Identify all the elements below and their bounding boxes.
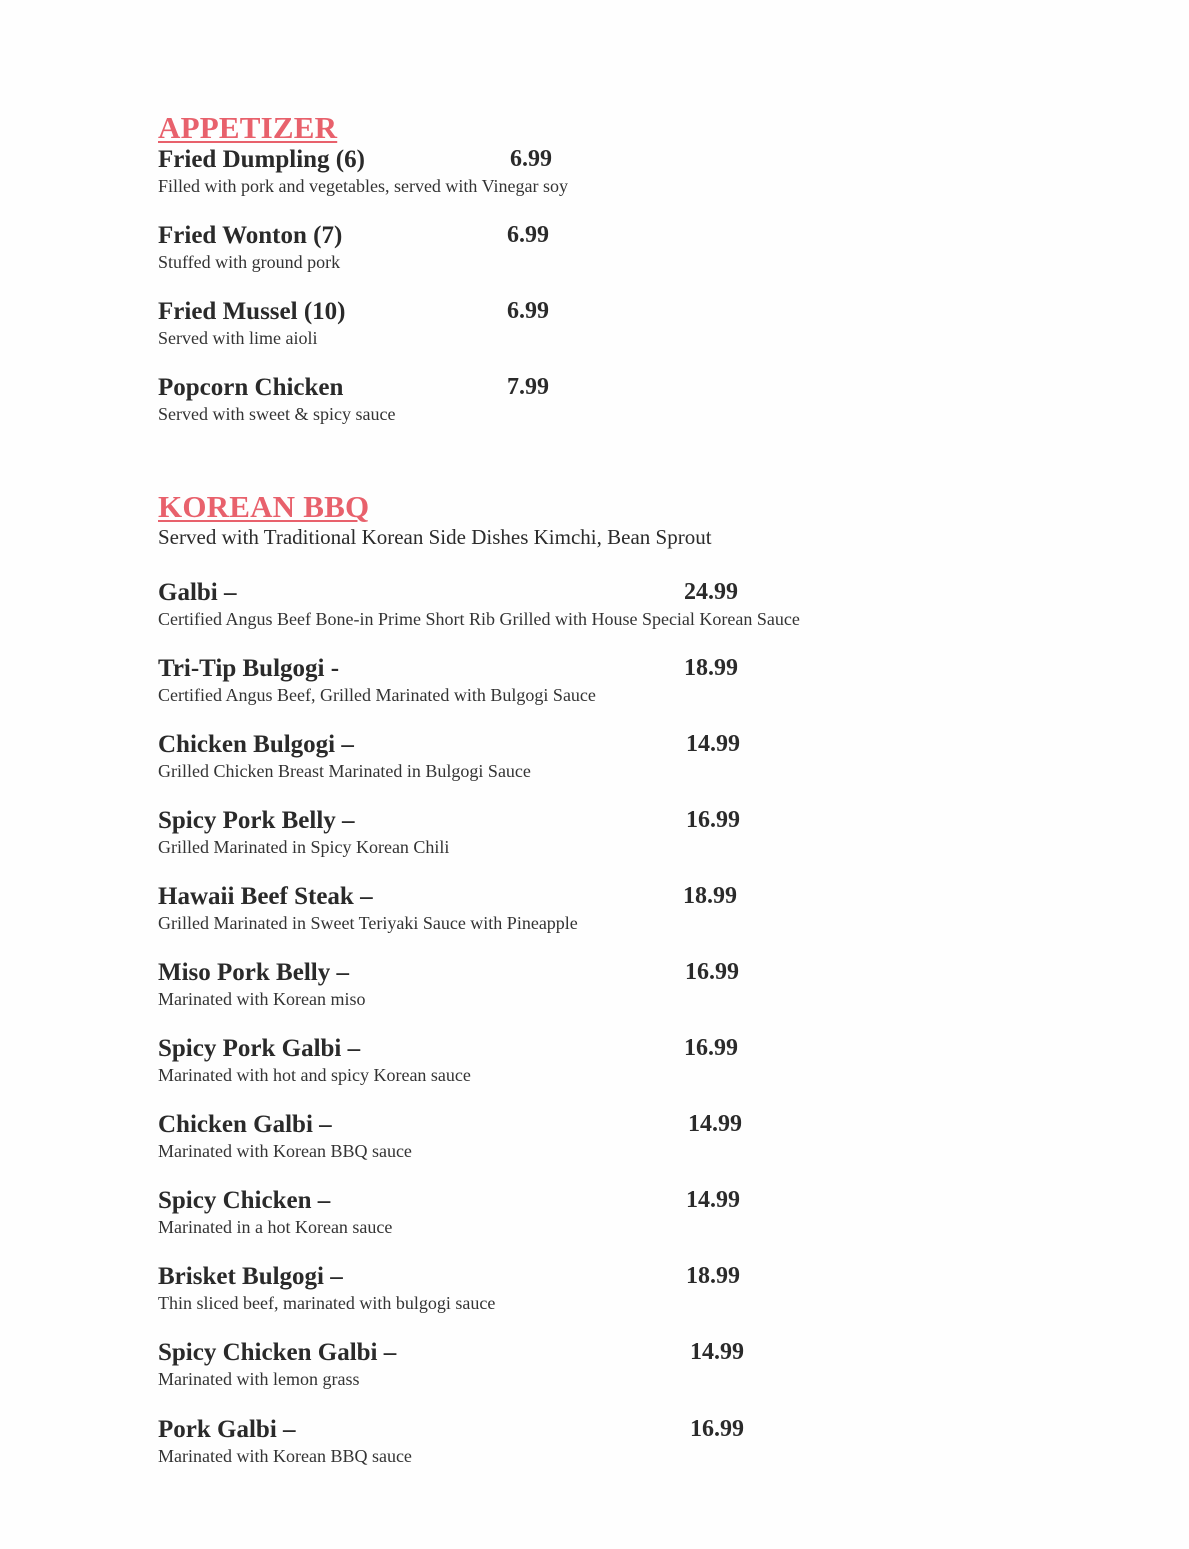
item-description: Stuffed with ground pork bbox=[158, 252, 341, 272]
item-name: Chicken Galbi – bbox=[158, 1111, 332, 1138]
item-description: Marinated with lemon grass bbox=[158, 1369, 360, 1389]
item-description: Grilled Marinated in Spicy Korean Chili bbox=[158, 837, 450, 857]
item-price: 24.99 bbox=[684, 579, 738, 605]
item-price: 6.99 bbox=[507, 298, 549, 324]
item-price: 18.99 bbox=[686, 1263, 740, 1289]
item-name: Fried Dumpling (6) bbox=[158, 146, 365, 173]
item-price: 16.99 bbox=[690, 1416, 744, 1442]
item-name: Spicy Chicken Galbi – bbox=[158, 1339, 397, 1366]
item-name: Brisket Bulgogi – bbox=[158, 1263, 343, 1290]
item-price: 14.99 bbox=[686, 1187, 740, 1213]
item-name: Fried Wonton (7) bbox=[158, 222, 343, 249]
item-name: Fried Mussel (10) bbox=[158, 298, 346, 325]
item-price: 16.99 bbox=[686, 807, 740, 833]
item-price: 18.99 bbox=[684, 655, 738, 681]
item-description: Served with sweet & spicy sauce bbox=[158, 404, 396, 424]
item-description: Marinated with Korean BBQ sauce bbox=[158, 1141, 412, 1161]
item-description: Grilled Chicken Breast Marinated in Bulgogi Sauce bbox=[158, 761, 531, 781]
item-name: Spicy Chicken – bbox=[158, 1187, 331, 1214]
korean-bbq-heading: KOREAN BBQ bbox=[158, 489, 370, 524]
item-name: Popcorn Chicken bbox=[158, 374, 344, 401]
item-description: Marinated in a hot Korean sauce bbox=[158, 1217, 393, 1237]
item-name: Tri-Tip Bulgogi - bbox=[158, 655, 340, 682]
korean-bbq-subtitle: Served with Traditional Korean Side Dishes Kimchi, Bean Sprout bbox=[158, 525, 712, 549]
item-description: Served with lime aioli bbox=[158, 328, 318, 348]
item-name: Chicken Bulgogi – bbox=[158, 731, 354, 758]
appetizer-heading: APPETIZER bbox=[158, 110, 338, 145]
item-price: 14.99 bbox=[686, 731, 740, 757]
item-price: 14.99 bbox=[690, 1339, 744, 1365]
item-price: 6.99 bbox=[510, 146, 552, 172]
item-description: Filled with pork and vegetables, served with Vinegar soy bbox=[158, 176, 569, 196]
item-name: Galbi – bbox=[158, 579, 237, 606]
item-price: 16.99 bbox=[684, 1035, 738, 1061]
item-name: Spicy Pork Galbi – bbox=[158, 1035, 361, 1062]
item-description: Certified Angus Beef, Grilled Marinated with Bulgogi Sauce bbox=[158, 685, 596, 705]
item-description: Certified Angus Beef Bone-in Prime Short Rib Grilled with House Special Korean Sauce bbox=[158, 609, 800, 629]
item-description: Marinated with Korean miso bbox=[158, 989, 366, 1009]
item-name: Pork Galbi – bbox=[158, 1416, 296, 1443]
item-description: Grilled Marinated in Sweet Teriyaki Sauce with Pineapple bbox=[158, 913, 578, 933]
item-description: Marinated with hot and spicy Korean sauce bbox=[158, 1065, 471, 1085]
item-name: Hawaii Beef Steak – bbox=[158, 883, 373, 910]
item-price: 6.99 bbox=[507, 222, 549, 248]
item-description: Thin sliced beef, marinated with bulgogi sauce bbox=[158, 1293, 496, 1313]
item-price: 16.99 bbox=[685, 959, 739, 985]
item-price: 18.99 bbox=[683, 883, 737, 909]
item-price: 14.99 bbox=[688, 1111, 742, 1137]
item-name: Miso Pork Belly – bbox=[158, 959, 349, 986]
item-description: Marinated with Korean BBQ sauce bbox=[158, 1446, 412, 1466]
item-price: 7.99 bbox=[507, 374, 549, 400]
item-name: Spicy Pork Belly – bbox=[158, 807, 355, 834]
